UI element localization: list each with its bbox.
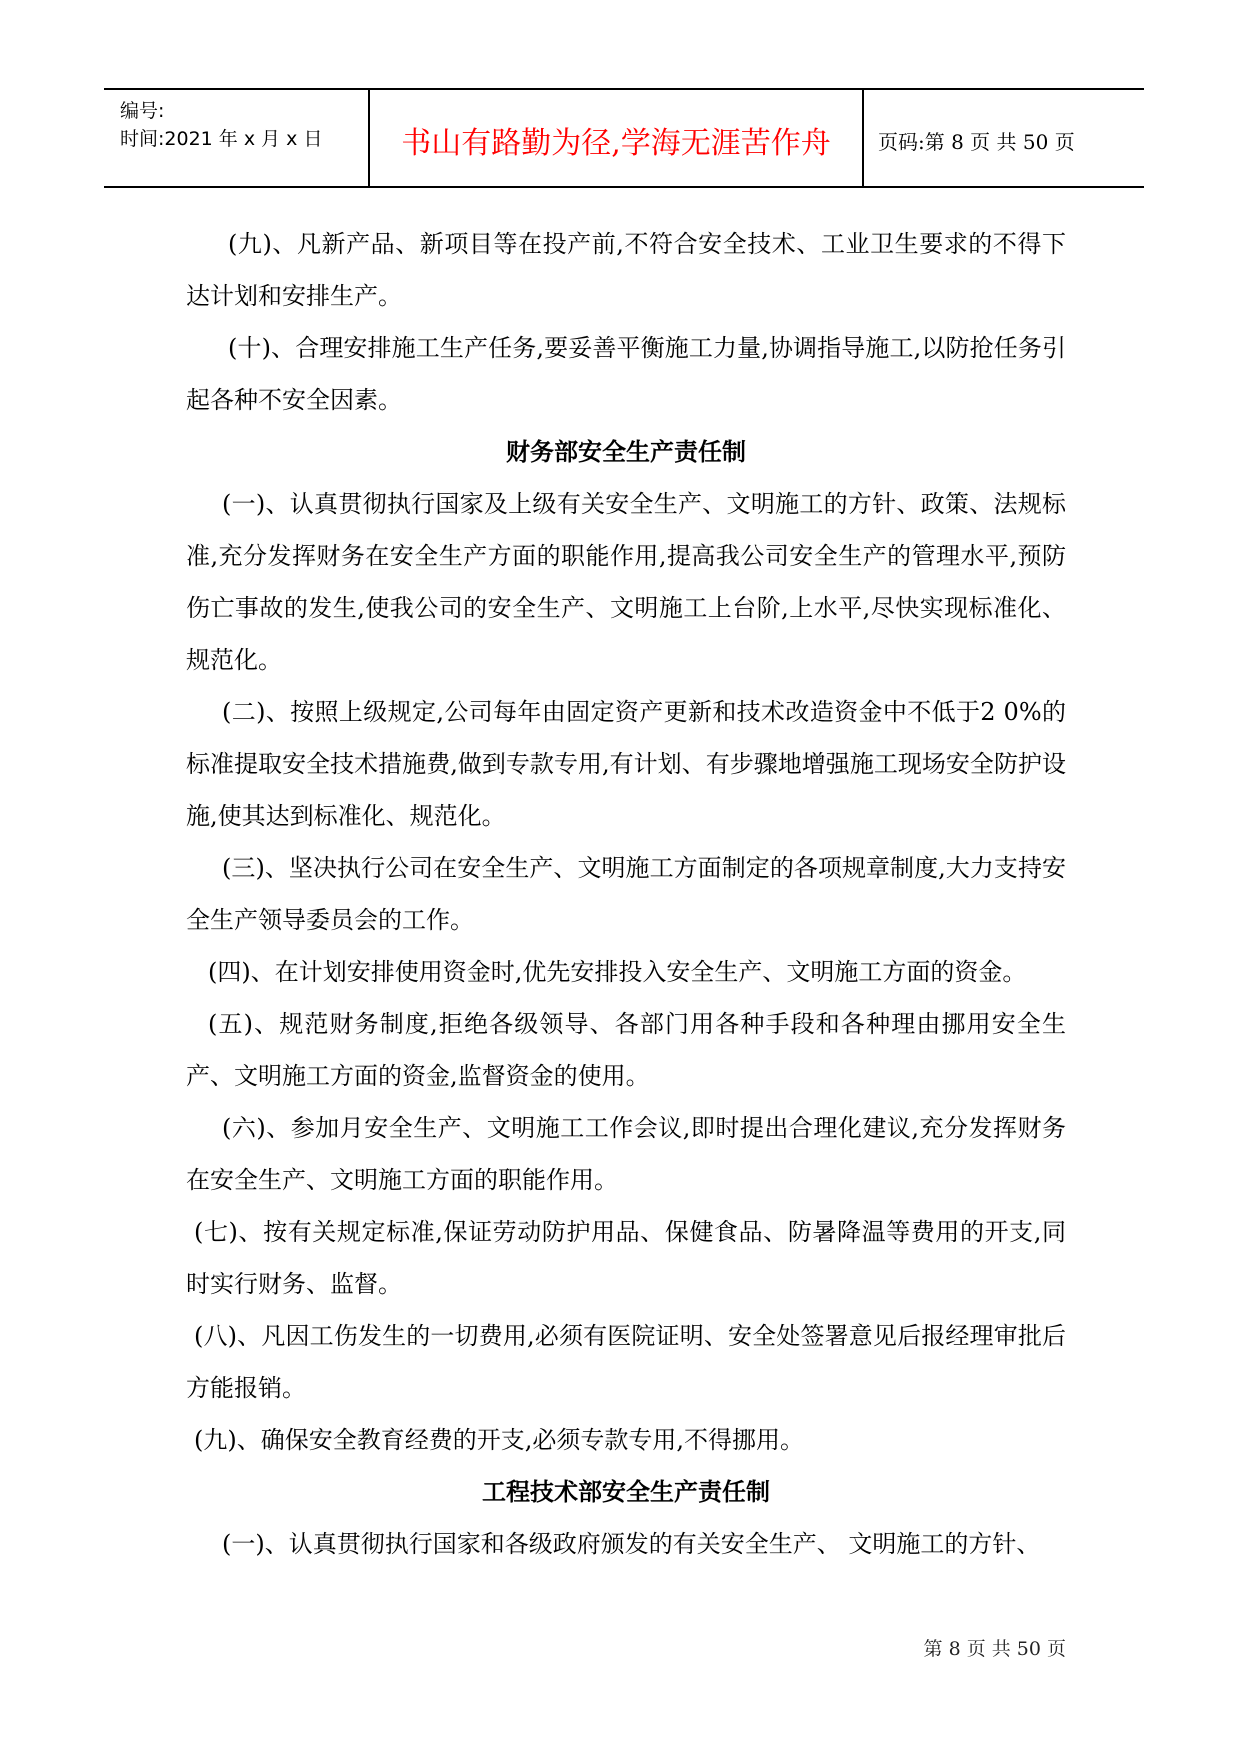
page-footer: 第 8 页 共 50 页 bbox=[923, 1638, 1066, 1660]
body-paragraph: (十)、合理安排施工生产任务,要妥善平衡施工力量,协调指导施工,以防抢任务引起各种不安全因素。 bbox=[186, 334, 1066, 414]
body-paragraph: (四)、在计划安排使用资金时,优先安排投入安全生产、文明施工方面的资金。 bbox=[208, 958, 1027, 986]
body-paragraph: (六)、参加月安全生产、文明施工工作会议,即时提出合理化建议,充分发挥财务在安全生产、文明施工方面的职能作用。 bbox=[186, 1114, 1066, 1194]
body-paragraph: (一)、认真贯彻执行国家和各级政府颁发的有关安全生产、 文明施工的方针、 bbox=[222, 1530, 1041, 1558]
body-paragraph: (九)、凡新产品、新项目等在投产前,不符合安全技术、工业卫生要求的不得下达计划和安排生产。 bbox=[186, 230, 1066, 310]
body-paragraph: (七)、按有关规定标准,保证劳动防护用品、保健食品、防暑降温等费用的开支,同时实行财务、监督。 bbox=[186, 1218, 1066, 1298]
time-label: 时间:2021 年 x 月 x 日 bbox=[120, 128, 323, 150]
body-paragraph: (五)、规范财务制度,拒绝各级领导、各部门用各种手段和各种理由挪用安全生产、文明施工方面的资金,监督资金的使用。 bbox=[186, 1010, 1066, 1090]
header-meta-cell bbox=[104, 90, 370, 186]
body-paragraph: (八)、凡因工伤发生的一切费用,必须有医院证明、安全处签署意见后报经理审批后方能报销。 bbox=[186, 1322, 1066, 1402]
section-heading: 工程技术部安全生产责任制 bbox=[482, 1477, 770, 1506]
body-paragraph: (一)、认真贯彻执行国家及上级有关安全生产、文明施工的方针、政策、法规标准,充分发挥财务在安全生产方面的职能作用,提高我公司安全生产的管理水平,预防伤亡事故的发生,使我公司的安全生产、文明施工上台阶,上水平,尽快实现标准化、规范化。 bbox=[186, 490, 1066, 674]
document-body bbox=[186, 218, 1066, 1570]
header-page-cell bbox=[864, 90, 1144, 186]
body-paragraph: (二)、按照上级规定,公司每年由固定资产更新和技术改造资金中不低于2 0%的标准提取安全技术措施费,做到专款专用,有计划、有步骤地增强施工现场安全防护设施,使其达到标准化、规范化。 bbox=[186, 698, 1066, 830]
header-motto-cell bbox=[370, 90, 864, 186]
serial-label: 编号: bbox=[120, 100, 165, 122]
body-paragraph: (三)、坚决执行公司在安全生产、文明施工方面制定的各项规章制度,大力支持安全生产领导委员会的工作。 bbox=[186, 854, 1066, 934]
header-page-code: 页码:第 8 页 共 50 页 bbox=[878, 130, 1075, 154]
body-paragraph: (九)、确保安全教育经费的开支,必须专款专用,不得挪用。 bbox=[194, 1426, 804, 1454]
section-heading: 财务部安全生产责任制 bbox=[506, 437, 746, 466]
header-motto: 书山有路勤为径,学海无涯苦作舟 bbox=[401, 126, 831, 161]
page-header bbox=[104, 88, 1144, 188]
